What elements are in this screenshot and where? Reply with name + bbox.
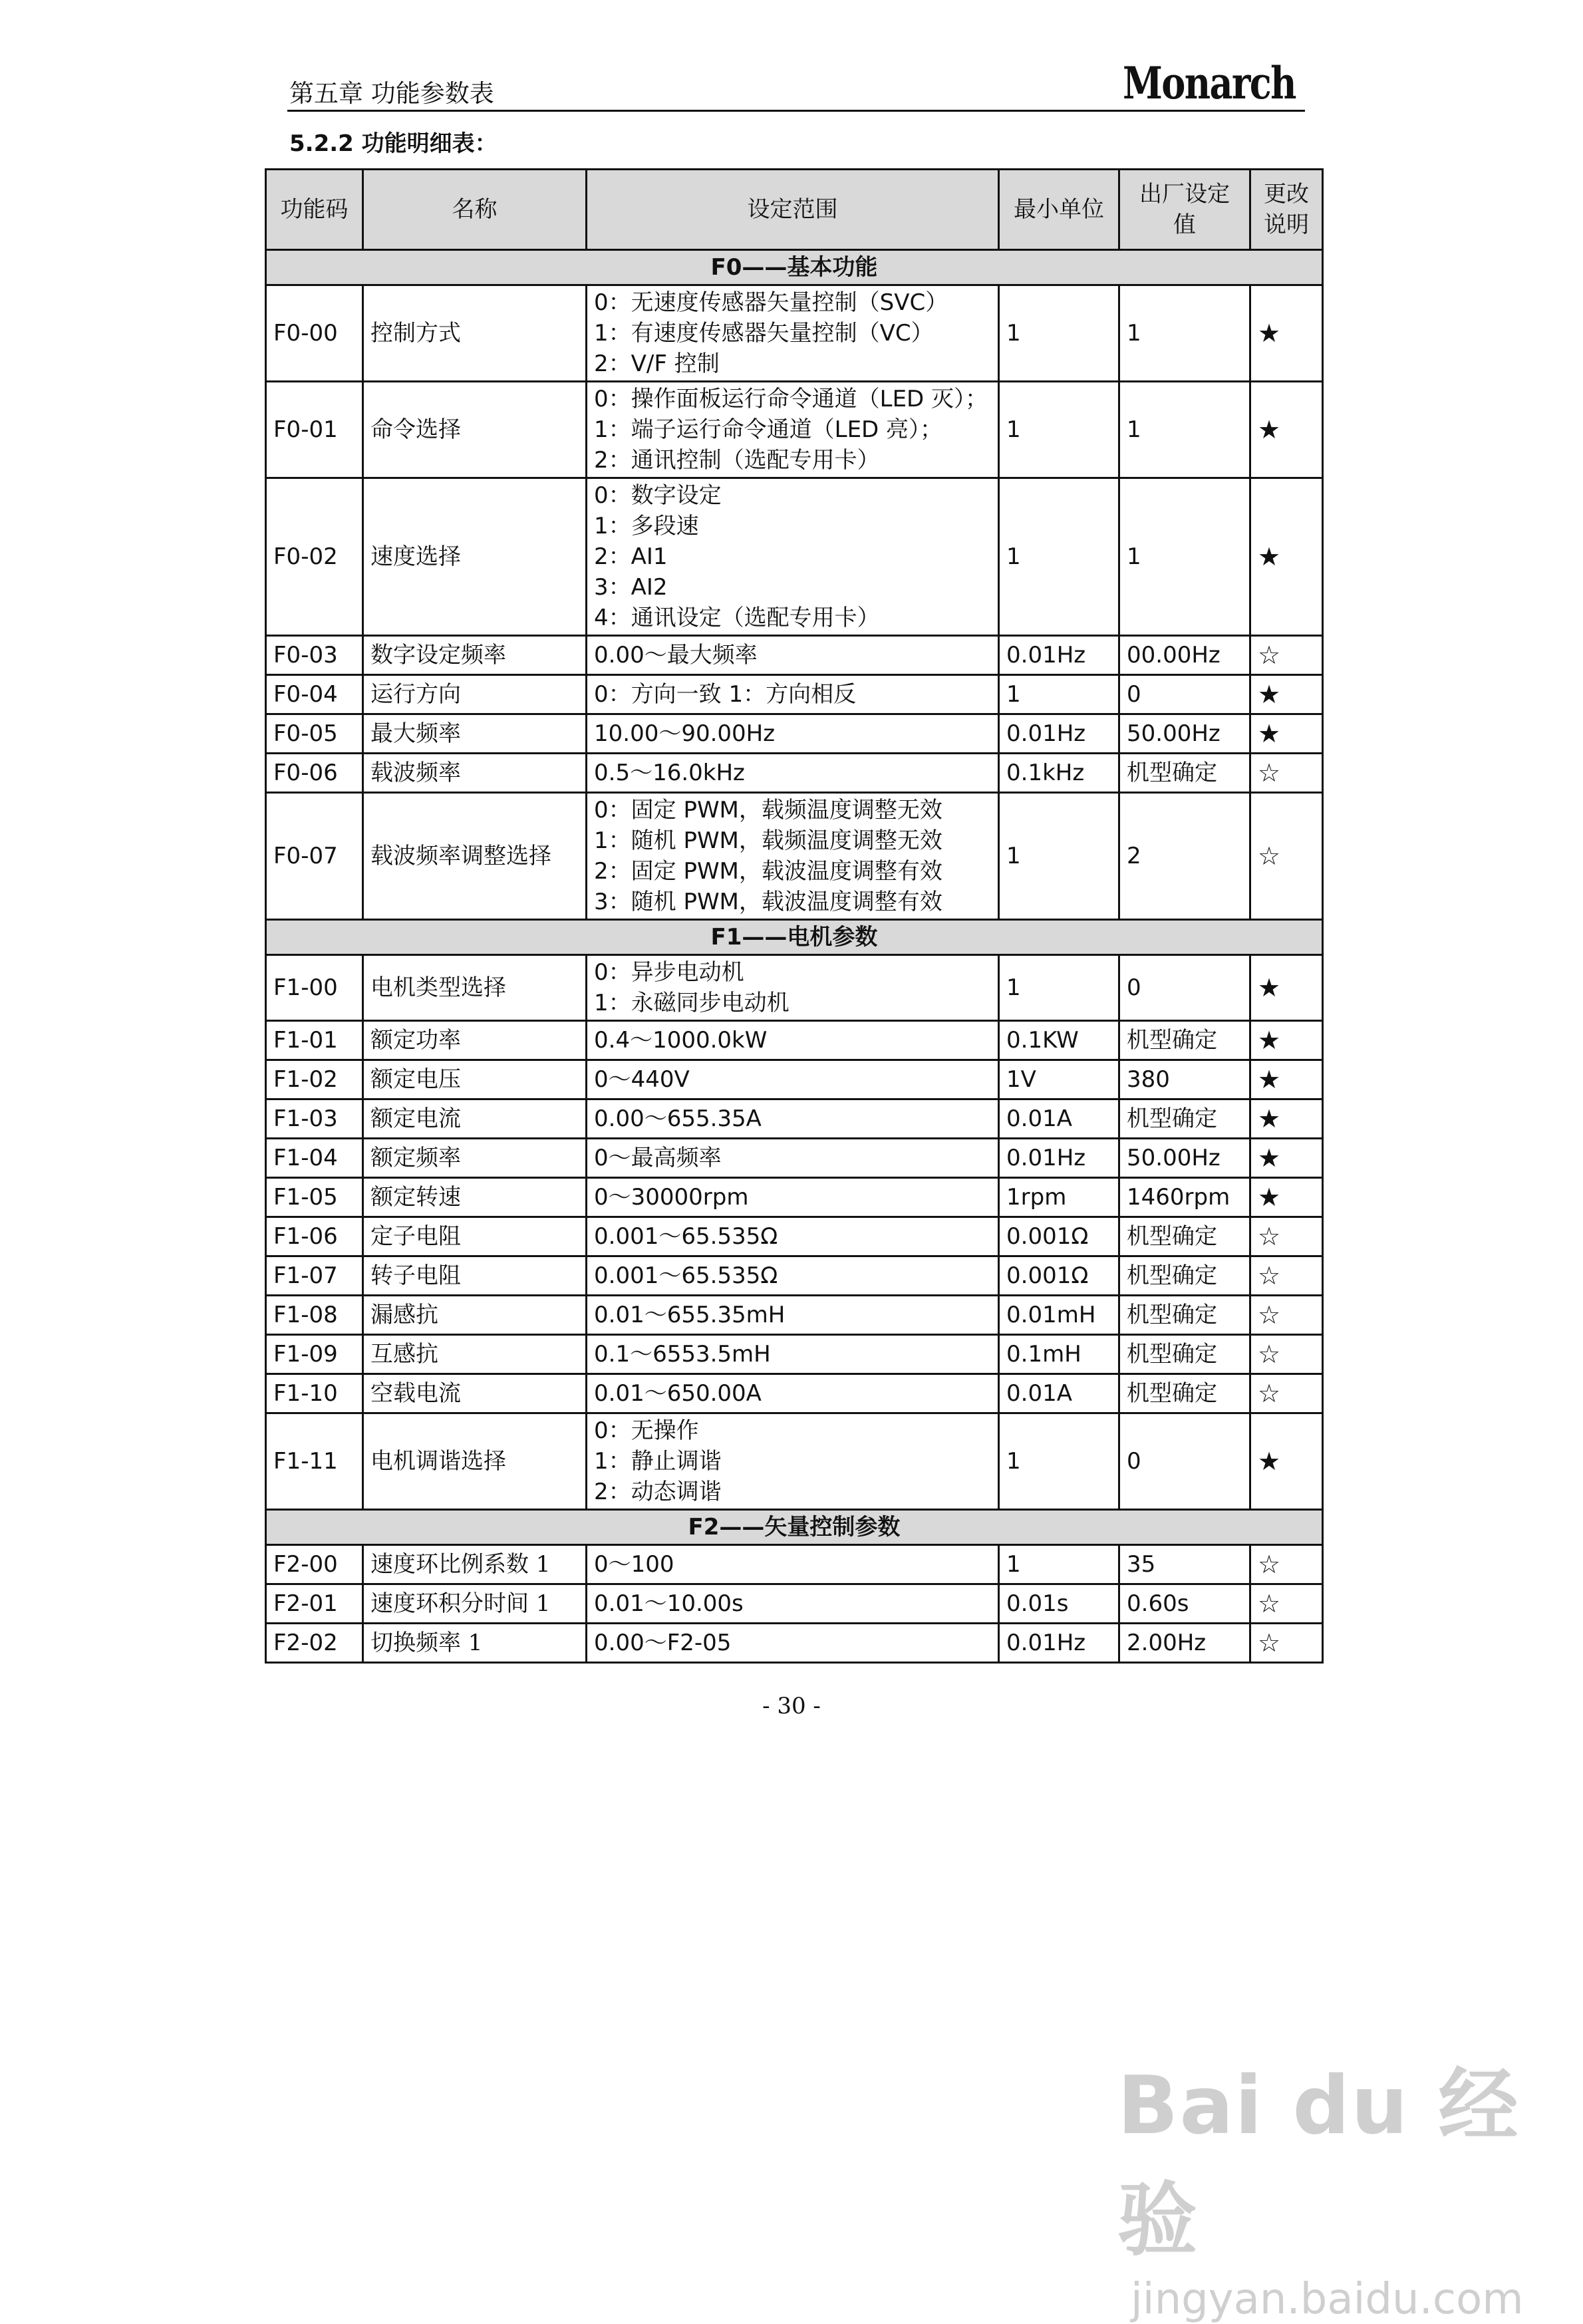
param-unit: 1V (999, 1060, 1119, 1099)
param-default: 0 (1119, 955, 1250, 1021)
table-header-row (266, 170, 1323, 250)
outline-star-icon: ☆ (1250, 1545, 1323, 1584)
range-line: 3：AI2 (594, 574, 668, 601)
param-code: F1-11 (266, 1413, 363, 1510)
header-range: 设定范围 (587, 170, 999, 250)
header-change-label: 更改说明 (1264, 181, 1309, 238)
header-default (1119, 170, 1250, 250)
section-row (266, 920, 1323, 955)
param-name: 载波频率 (363, 754, 587, 793)
table-row (266, 478, 1323, 636)
param-code: F1-05 (266, 1178, 363, 1217)
param-name: 额定电流 (363, 1099, 587, 1139)
param-range (587, 1413, 999, 1510)
header-change (1250, 170, 1323, 250)
table-row (266, 1624, 1323, 1663)
filled-star-icon: ★ (1250, 1099, 1323, 1139)
param-code: F2-01 (266, 1584, 363, 1624)
param-unit: 1 (999, 955, 1119, 1021)
param-unit: 0.001Ω (999, 1256, 1119, 1296)
range-line: 0：异步电动机 (594, 959, 744, 986)
param-range (587, 714, 999, 754)
param-unit: 0.001Ω (999, 1217, 1119, 1256)
filled-star-icon: ★ (1250, 285, 1323, 382)
param-code: F2-02 (266, 1624, 363, 1663)
outline-star-icon: ☆ (1250, 1335, 1323, 1374)
param-range (587, 1021, 999, 1060)
filled-star-icon: ★ (1250, 675, 1323, 714)
param-default: 1 (1119, 478, 1250, 636)
param-default: 0 (1119, 675, 1250, 714)
param-default: 机型确定 (1119, 1256, 1250, 1296)
range-line: 0～最高频率 (594, 1145, 722, 1171)
param-name: 漏感抗 (363, 1296, 587, 1335)
param-name: 速度环积分时间 1 (363, 1584, 587, 1624)
range-line: 1：多段速 (594, 513, 699, 539)
param-name: 命令选择 (363, 382, 587, 478)
param-range (587, 675, 999, 714)
range-line: 2：通讯控制（选配专用卡） (594, 447, 880, 474)
param-range (587, 1256, 999, 1296)
range-line: 1：静止调谐 (594, 1448, 722, 1475)
param-code: F1-09 (266, 1335, 363, 1374)
param-unit: 1 (999, 1545, 1119, 1584)
param-code: F2-00 (266, 1545, 363, 1584)
param-name: 数字设定频率 (363, 636, 587, 675)
table-row (266, 1335, 1323, 1374)
param-unit: 0.01mH (999, 1296, 1119, 1335)
param-default: 机型确定 (1119, 1099, 1250, 1139)
range-line: 0～30000rpm (594, 1184, 749, 1211)
param-default: 50.00Hz (1119, 1139, 1250, 1178)
header-name: 名称 (363, 170, 587, 250)
filled-star-icon: ★ (1250, 955, 1323, 1021)
table-row (266, 1584, 1323, 1624)
page-number: - 30 - (762, 1693, 821, 1719)
range-line: 2：AI1 (594, 543, 668, 570)
param-default: 1 (1119, 285, 1250, 382)
param-default: 1460rpm (1119, 1178, 1250, 1217)
param-name: 速度选择 (363, 478, 587, 636)
section-title-cell: F0——基本功能 (266, 250, 1323, 285)
range-line: 0.4～1000.0kW (594, 1027, 768, 1054)
table-row (266, 1413, 1323, 1510)
range-line: 0.01～10.00s (594, 1590, 744, 1617)
baidu-watermark (1117, 2042, 1583, 2324)
param-unit: 0.1mH (999, 1335, 1119, 1374)
param-range (587, 1060, 999, 1099)
param-unit: 1 (999, 675, 1119, 714)
outline-star-icon: ☆ (1250, 1624, 1323, 1663)
param-name: 转子电阻 (363, 1256, 587, 1296)
filled-star-icon: ★ (1250, 714, 1323, 754)
outline-star-icon: ☆ (1250, 793, 1323, 920)
param-default: 机型确定 (1119, 1021, 1250, 1060)
brand-logo: Monarch (1123, 57, 1296, 109)
param-default: 机型确定 (1119, 1374, 1250, 1413)
outline-star-icon: ☆ (1250, 1374, 1323, 1413)
outline-star-icon: ☆ (1250, 1217, 1323, 1256)
table-row (266, 1060, 1323, 1099)
table-row (266, 1217, 1323, 1256)
watermark-url: jingyan.baidu.com (1131, 2275, 1524, 2324)
range-line: 0.00～最大频率 (594, 642, 758, 668)
table-row (266, 1178, 1323, 1217)
param-range (587, 955, 999, 1021)
param-range (587, 636, 999, 675)
range-line: 4：通讯设定（选配专用卡） (594, 605, 880, 631)
table-row (266, 1139, 1323, 1178)
param-code: F0-02 (266, 478, 363, 636)
param-name: 额定频率 (363, 1139, 587, 1178)
param-code: F1-01 (266, 1021, 363, 1060)
table-row (266, 793, 1323, 920)
param-unit: 0.01Hz (999, 714, 1119, 754)
filled-star-icon: ★ (1250, 1139, 1323, 1178)
table-row (266, 1256, 1323, 1296)
param-name: 互感抗 (363, 1335, 587, 1374)
range-line: 0：方向一致 1：方向相反 (594, 681, 857, 708)
param-default: 2 (1119, 793, 1250, 920)
param-default: 0.60s (1119, 1584, 1250, 1624)
param-default: 380 (1119, 1060, 1250, 1099)
param-range (587, 793, 999, 920)
param-name: 电机调谐选择 (363, 1413, 587, 1510)
param-range (587, 382, 999, 478)
param-default: 机型确定 (1119, 754, 1250, 793)
section-title: 5.2.2 功能明细表： (289, 130, 498, 157)
range-line: 1：永磁同步电动机 (594, 990, 790, 1016)
header-rule (287, 110, 1305, 112)
table-row (266, 285, 1323, 382)
section-title-cell: F2——矢量控制参数 (266, 1510, 1323, 1545)
watermark-main: Bai du 经验 (1117, 2060, 1520, 2267)
param-range (587, 1584, 999, 1624)
param-name: 速度环比例系数 1 (363, 1545, 587, 1584)
param-range (587, 1545, 999, 1584)
outline-star-icon: ☆ (1250, 1584, 1323, 1624)
range-line: 0.001～65.535Ω (594, 1262, 778, 1289)
param-name: 额定功率 (363, 1021, 587, 1060)
param-code: F0-01 (266, 382, 363, 478)
param-name: 载波频率调整选择 (363, 793, 587, 920)
param-range (587, 478, 999, 636)
table-body (266, 250, 1323, 1663)
filled-star-icon: ★ (1250, 382, 1323, 478)
header-code: 功能码 (266, 170, 363, 250)
outline-star-icon: ☆ (1250, 754, 1323, 793)
param-default: 2.00Hz (1119, 1624, 1250, 1663)
outline-star-icon: ☆ (1250, 636, 1323, 675)
table-row (266, 675, 1323, 714)
param-name: 控制方式 (363, 285, 587, 382)
range-line: 2：V/F 控制 (594, 351, 720, 377)
param-unit: 0.1kHz (999, 754, 1119, 793)
table-row (266, 955, 1323, 1021)
param-unit: 1 (999, 382, 1119, 478)
table-row (266, 1374, 1323, 1413)
range-line: 0：无速度传感器矢量控制（SVC） (594, 289, 948, 316)
range-line: 10.00～90.00Hz (594, 720, 776, 747)
param-default: 50.00Hz (1119, 714, 1250, 754)
param-unit: 0.01Hz (999, 1624, 1119, 1663)
param-range (587, 1099, 999, 1139)
range-line: 0.00～655.35A (594, 1105, 762, 1132)
parameter-table (265, 168, 1324, 1664)
range-line: 0：固定 PWM，载频温度调整无效 (594, 797, 942, 823)
param-code: F1-10 (266, 1374, 363, 1413)
filled-star-icon: ★ (1250, 1060, 1323, 1099)
param-name: 定子电阻 (363, 1217, 587, 1256)
param-unit: 1 (999, 793, 1119, 920)
param-code: F1-02 (266, 1060, 363, 1099)
param-default: 机型确定 (1119, 1217, 1250, 1256)
range-line: 0.5～16.0kHz (594, 760, 745, 786)
table-row (266, 382, 1323, 478)
param-code: F1-00 (266, 955, 363, 1021)
param-range (587, 1217, 999, 1256)
table-row (266, 1099, 1323, 1139)
range-line: 1：随机 PWM，载频温度调整无效 (594, 827, 942, 854)
chapter-title: 第五章 功能参数表 (289, 79, 494, 108)
param-code: F0-04 (266, 675, 363, 714)
table-row (266, 636, 1323, 675)
range-line: 1：有速度传感器矢量控制（VC） (594, 320, 934, 347)
param-unit: 0.01Hz (999, 1139, 1119, 1178)
param-range (587, 285, 999, 382)
header-unit: 最小单位 (999, 170, 1119, 250)
section-row (266, 1510, 1323, 1545)
range-line: 0～100 (594, 1551, 674, 1578)
param-range (587, 754, 999, 793)
param-code: F0-03 (266, 636, 363, 675)
param-name: 切换频率 1 (363, 1624, 587, 1663)
param-code: F1-08 (266, 1296, 363, 1335)
range-line: 0.01～650.00A (594, 1380, 762, 1407)
param-code: F0-06 (266, 754, 363, 793)
param-name: 运行方向 (363, 675, 587, 714)
param-range (587, 1335, 999, 1374)
param-unit: 0.1KW (999, 1021, 1119, 1060)
param-unit: 0.01Hz (999, 636, 1119, 675)
param-range (587, 1139, 999, 1178)
param-range (587, 1178, 999, 1217)
param-default: 1 (1119, 382, 1250, 478)
table-row (266, 714, 1323, 754)
table-row (266, 1021, 1323, 1060)
range-line: 1：端子运行命令通道（LED 亮）； (594, 416, 943, 443)
param-code: F1-06 (266, 1217, 363, 1256)
range-line: 2：动态调谐 (594, 1479, 722, 1505)
param-code: F0-00 (266, 285, 363, 382)
param-code: F0-05 (266, 714, 363, 754)
param-code: F1-03 (266, 1099, 363, 1139)
param-range (587, 1624, 999, 1663)
section-row (266, 250, 1323, 285)
range-line: 0～440V (594, 1066, 690, 1093)
param-code: F1-07 (266, 1256, 363, 1296)
param-range (587, 1296, 999, 1335)
param-range (587, 1374, 999, 1413)
section-title-cell: F1——电机参数 (266, 920, 1323, 955)
table-row (266, 1545, 1323, 1584)
range-line: 0.01～655.35mH (594, 1302, 786, 1328)
outline-star-icon: ☆ (1250, 1256, 1323, 1296)
param-name: 额定电压 (363, 1060, 587, 1099)
range-line: 3：随机 PWM，载波温度调整有效 (594, 889, 942, 915)
range-line: 2：固定 PWM，载波温度调整有效 (594, 858, 942, 885)
param-default: 00.00Hz (1119, 636, 1250, 675)
table-row (266, 754, 1323, 793)
filled-star-icon: ★ (1250, 1178, 1323, 1217)
param-unit: 0.01s (999, 1584, 1119, 1624)
param-unit: 1 (999, 478, 1119, 636)
range-line: 0.1～6553.5mH (594, 1341, 771, 1368)
param-code: F1-04 (266, 1139, 363, 1178)
param-unit: 1 (999, 285, 1119, 382)
range-line: 0：操作面板运行命令通道（LED 灭）； (594, 386, 988, 412)
param-default: 机型确定 (1119, 1296, 1250, 1335)
table-row (266, 1296, 1323, 1335)
filled-star-icon: ★ (1250, 478, 1323, 636)
range-line: 0：数字设定 (594, 482, 722, 509)
param-name: 电机类型选择 (363, 955, 587, 1021)
range-line: 0：无操作 (594, 1417, 699, 1444)
range-line: 0.00～F2-05 (594, 1630, 732, 1656)
header-default-label: 出厂设定值 (1139, 181, 1230, 238)
param-default: 35 (1119, 1545, 1250, 1584)
param-name: 最大频率 (363, 714, 587, 754)
param-default: 0 (1119, 1413, 1250, 1510)
filled-star-icon: ★ (1250, 1413, 1323, 1510)
outline-star-icon: ☆ (1250, 1296, 1323, 1335)
param-code: F0-07 (266, 793, 363, 920)
param-unit: 0.01A (999, 1374, 1119, 1413)
param-unit: 1 (999, 1413, 1119, 1510)
range-line: 0.001～65.535Ω (594, 1223, 778, 1250)
param-name: 空载电流 (363, 1374, 587, 1413)
filled-star-icon: ★ (1250, 1021, 1323, 1060)
param-unit: 0.01A (999, 1099, 1119, 1139)
param-unit: 1rpm (999, 1178, 1119, 1217)
param-default: 机型确定 (1119, 1335, 1250, 1374)
param-name: 额定转速 (363, 1178, 587, 1217)
